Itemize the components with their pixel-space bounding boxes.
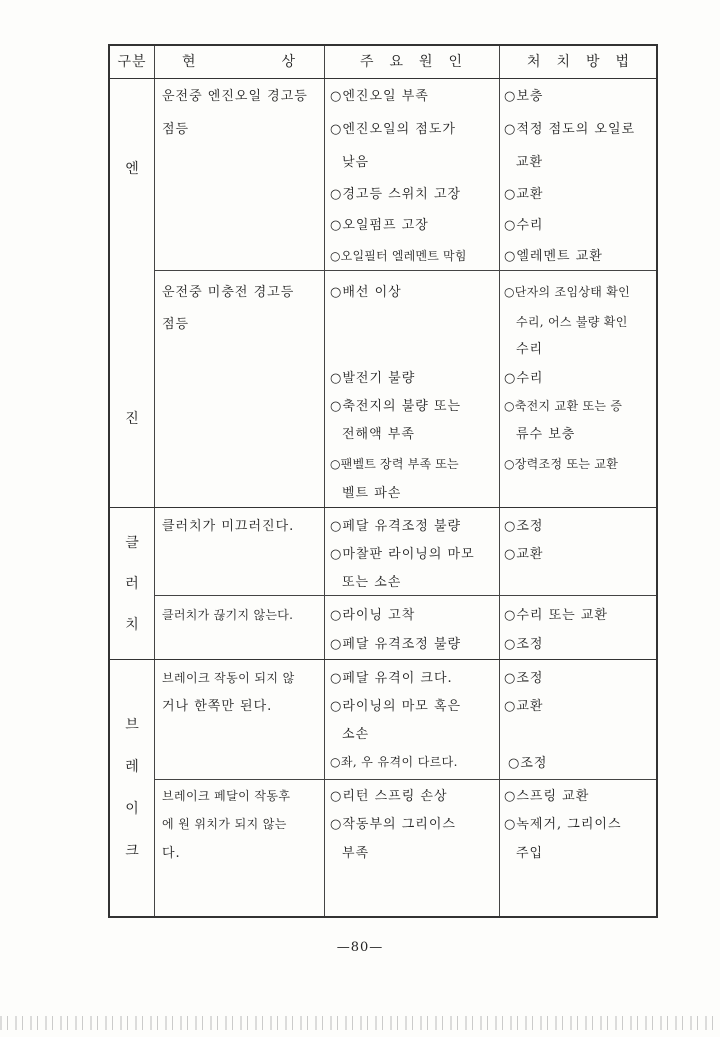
action-line: ○조정 (508, 756, 548, 771)
column-divider (154, 46, 155, 916)
cause-line: ○페달 유격조정 불량 (330, 519, 462, 534)
header-char: 방 (585, 54, 601, 70)
maintenance-table (108, 44, 658, 918)
cause-line: ○축전지의 불량 또는 (330, 399, 462, 414)
cause-line: ○엔진오일 부족 (330, 89, 429, 104)
cause-line: ○엔진오일의 점도가 (330, 122, 456, 137)
category-brake-char: 레 (125, 759, 139, 775)
cause-line: ○배선 이상 (330, 285, 402, 300)
action-line: ○수리 (504, 371, 544, 386)
cause-line: ○팬벨트 장력 부족 또는 (330, 457, 459, 471)
row-divider (154, 779, 656, 780)
action-line: 수리, 어스 불량 확인 (516, 315, 628, 329)
cause-line: ○발전기 불량 (330, 371, 416, 386)
action-line: ○교환 (504, 187, 544, 202)
cause-line: ○좌, 우 유격이 다르다. (330, 755, 458, 769)
cause-line: ○오일펌프 고장 (330, 218, 429, 233)
symptom-line: 운전중 엔진오일 경고등 (162, 89, 308, 104)
cause-line: 전해액 부족 (342, 427, 415, 442)
symptom-line: 운전중 미충전 경고등 (162, 285, 295, 300)
action-line: ○적정 점도의 오일로 (504, 122, 636, 137)
category-brake-char: 이 (125, 801, 139, 817)
action-line: ○교환 (504, 699, 544, 714)
header-char: 인 (448, 54, 463, 70)
cause-line: ○작동부의 그리이스 (330, 817, 456, 832)
header-char: 원 (418, 54, 434, 70)
header-char: 주 (360, 54, 375, 70)
scan-edge-noise (0, 1016, 720, 1030)
action-line: ○보충 (504, 89, 544, 104)
action-line: 주입 (516, 846, 544, 861)
cause-line: ○마찰판 라이닝의 마모 (330, 547, 475, 562)
category-clutch-char: 치 (125, 617, 139, 633)
header-divider (110, 78, 656, 79)
category-clutch-char: 클 (125, 535, 139, 551)
action-line: ○조정 (504, 671, 544, 686)
symptom-line: 브레이크 작동이 되지 않 (162, 671, 295, 685)
symptom-line: 클러치가 끊기지 않는다. (162, 608, 294, 622)
cause-line: ○경고등 스위치 고장 (330, 187, 462, 202)
cause-line: ○리턴 스프링 손상 (330, 789, 448, 804)
action-line: 수리 (516, 342, 544, 357)
category-brake-char: 크 (125, 843, 139, 859)
cause-line: ○페달 유격조정 불량 (330, 637, 462, 652)
symptom-line: 브레이크 페달이 작동후 (162, 789, 291, 803)
header-category: 구분 (117, 54, 147, 70)
action-line: ○장력조정 또는 교환 (504, 457, 619, 471)
action-line: ○교환 (504, 547, 544, 562)
header-symptom (154, 46, 324, 78)
symptom-line: 클러치가 미끄러진다. (162, 519, 295, 534)
cause-line: ○라이닝 고착 (330, 608, 416, 623)
cause-line: 또는 소손 (342, 575, 402, 590)
action-line: ○스프링 교환 (504, 789, 590, 804)
section-divider (110, 659, 656, 660)
cause-line: 벨트 파손 (342, 486, 402, 501)
action-line: ○조정 (504, 519, 544, 534)
header-char: 처 (527, 54, 542, 70)
cause-line: ○오일필터 엘레멘트 막힘 (330, 249, 467, 263)
action-line: 교환 (516, 155, 544, 170)
symptom-line: 거나 한쪽만 된다. (162, 699, 273, 714)
row-divider (154, 595, 656, 596)
symptom-line: 점등 (162, 122, 190, 137)
header-char: 법 (615, 54, 630, 70)
cause-line: 소손 (342, 727, 370, 742)
category-clutch-char: 러 (125, 576, 139, 592)
cause-line: ○페달 유격이 크다. (330, 671, 453, 686)
action-line: ○엘레멘트 교환 (504, 249, 603, 264)
cause-line: 부족 (342, 846, 370, 861)
action-line: ○축전지 교환 또는 증 (504, 399, 623, 413)
action-line: ○수리 또는 교환 (504, 608, 608, 623)
page-number: —80— (336, 940, 384, 955)
header-char: 요 (389, 54, 405, 70)
action-line: 류수 보충 (516, 427, 576, 442)
column-divider (324, 46, 325, 916)
action-line: ○조정 (504, 637, 544, 652)
header-cause (324, 46, 499, 78)
action-line: ○수리 (504, 218, 544, 233)
symptom-line: 에 원 위치가 되지 않는 (162, 817, 287, 831)
header-char: 치 (556, 54, 572, 70)
symptom-line: 다. (162, 846, 181, 861)
header-char: 상 (281, 54, 296, 70)
category-brake-char: 브 (125, 717, 139, 733)
action-line: ○단자의 조임상태 확인 (504, 285, 631, 299)
category-engine-char: 진 (125, 411, 139, 427)
action-line: ○녹제거, 그리이스 (504, 817, 622, 832)
cause-line: 낮음 (342, 155, 370, 170)
header-action (499, 46, 658, 78)
column-divider (499, 46, 500, 916)
category-engine-char: 엔 (125, 161, 139, 177)
header-char: 현 (182, 54, 197, 70)
cause-line: ○라이닝의 마모 혹은 (330, 699, 462, 714)
symptom-line: 점등 (162, 317, 190, 332)
